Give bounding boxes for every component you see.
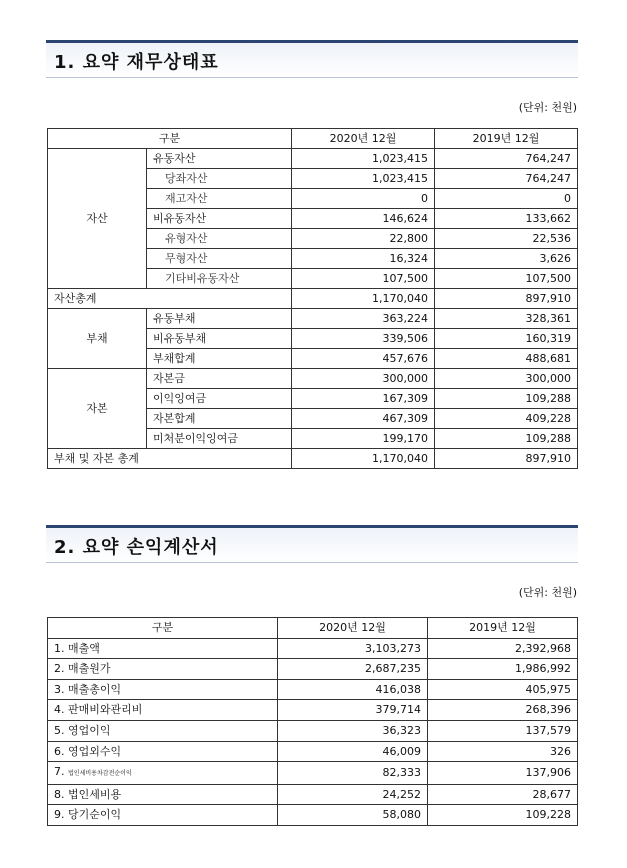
value-2020: 24,252 (278, 784, 428, 805)
value-2020: 22,800 (292, 229, 435, 249)
value-2020: 2,687,235 (278, 659, 428, 680)
row-label: 당좌자산 (147, 169, 292, 189)
row-label-composite (48, 762, 278, 785)
row-label: 무형자산 (147, 249, 292, 269)
value-2020: 1,170,040 (292, 449, 435, 469)
value-2020: 457,676 (292, 349, 435, 369)
table-row (48, 762, 578, 785)
row-label: 미처분이익잉여금 (147, 429, 292, 449)
value-2019: 1,986,992 (428, 659, 578, 680)
row-label: 법인세비용차감전순이익 (68, 770, 132, 778)
value-2020: 146,624 (292, 209, 435, 229)
table-row (48, 784, 578, 805)
row-label: 유동부채 (147, 309, 292, 329)
row-label: 5. 영업이익 (48, 720, 278, 741)
row-label: 6. 영업외수익 (48, 741, 278, 762)
value-2019: 137,579 (428, 720, 578, 741)
value-2020: 363,224 (292, 309, 435, 329)
section-title: 1. 요약 재무상태표 (54, 52, 219, 73)
section-header-balance-sheet (46, 40, 578, 78)
row-label: 자산총계 (48, 289, 292, 309)
table-row (48, 369, 578, 389)
section-header-income-statement (46, 525, 578, 563)
value-2020: 36,323 (278, 720, 428, 741)
value-2019: 0 (435, 189, 578, 209)
value-2020: 199,170 (292, 429, 435, 449)
row-label: 재고자산 (147, 189, 292, 209)
value-2019: 897,910 (435, 289, 578, 309)
header-2019: 2019년 12월 (428, 618, 578, 639)
balance-sheet-table (47, 128, 578, 469)
header-category: 구분 (48, 618, 278, 639)
value-2019: 3,626 (435, 249, 578, 269)
row-label: 자본합계 (147, 409, 292, 429)
value-2019: 133,662 (435, 209, 578, 229)
row-label: 부채 및 자본 총계 (48, 449, 292, 469)
row-label: 기타비유동자산 (147, 269, 292, 289)
value-2020: 82,333 (278, 762, 428, 785)
value-2020: 1,023,415 (292, 149, 435, 169)
value-2019: 160,319 (435, 329, 578, 349)
value-2020: 3,103,273 (278, 638, 428, 659)
value-2020: 1,170,040 (292, 289, 435, 309)
row-label: 1. 매출액 (48, 638, 278, 659)
row-label: 8. 법인세비용 (48, 784, 278, 805)
value-2020: 300,000 (292, 369, 435, 389)
row-label: 자본금 (147, 369, 292, 389)
table-row (48, 741, 578, 762)
group-assets: 자산 (48, 149, 147, 289)
value-2019: 109,228 (428, 805, 578, 826)
value-2019: 897,910 (435, 449, 578, 469)
row-label: 비유동부채 (147, 329, 292, 349)
group-liabilities: 부채 (48, 309, 147, 369)
value-2020: 107,500 (292, 269, 435, 289)
row-label: 9. 당기순이익 (48, 805, 278, 826)
value-2019: 300,000 (435, 369, 578, 389)
table-row (48, 805, 578, 826)
value-2020: 467,309 (292, 409, 435, 429)
value-2019: 268,396 (428, 700, 578, 721)
row-label: 비유동자산 (147, 209, 292, 229)
table-row (48, 679, 578, 700)
section-title: 2. 요약 손익계산서 (54, 537, 219, 558)
value-2019: 326 (428, 741, 578, 762)
group-equity: 자본 (48, 369, 147, 449)
value-2020: 16,324 (292, 249, 435, 269)
row-number: 7. (54, 765, 65, 779)
value-2020: 379,714 (278, 700, 428, 721)
income-statement-table (47, 617, 578, 826)
table-row (48, 700, 578, 721)
table-row (48, 638, 578, 659)
value-2019: 764,247 (435, 169, 578, 189)
row-label: 유동자산 (147, 149, 292, 169)
value-2019: 328,361 (435, 309, 578, 329)
table-row-total-liabilities-equity (48, 449, 578, 469)
row-label: 부채합계 (147, 349, 292, 369)
table-header-row (48, 618, 578, 639)
value-2020: 46,009 (278, 741, 428, 762)
table-row-total-assets (48, 289, 578, 309)
table-row (48, 309, 578, 329)
header-category: 구분 (48, 129, 292, 149)
value-2019: 107,500 (435, 269, 578, 289)
value-2019: 109,288 (435, 389, 578, 409)
header-2019: 2019년 12월 (435, 129, 578, 149)
row-label: 이익잉여금 (147, 389, 292, 409)
header-2020: 2020년 12월 (292, 129, 435, 149)
unit-label: (단위: 천원) (518, 586, 577, 599)
header-2020: 2020년 12월 (278, 618, 428, 639)
value-2019: 488,681 (435, 349, 578, 369)
value-2019: 22,536 (435, 229, 578, 249)
row-label: 유형자산 (147, 229, 292, 249)
value-2019: 137,906 (428, 762, 578, 785)
value-2019: 2,392,968 (428, 638, 578, 659)
value-2019: 28,677 (428, 784, 578, 805)
value-2019: 764,247 (435, 149, 578, 169)
table-header-row (48, 129, 578, 149)
value-2020: 167,309 (292, 389, 435, 409)
table-row (48, 149, 578, 169)
row-label: 2. 매출원가 (48, 659, 278, 680)
value-2019: 409,228 (435, 409, 578, 429)
table-row (48, 720, 578, 741)
value-2020: 0 (292, 189, 435, 209)
value-2020: 416,038 (278, 679, 428, 700)
row-label: 4. 판매비와관리비 (48, 700, 278, 721)
value-2019: 405,975 (428, 679, 578, 700)
value-2019: 109,288 (435, 429, 578, 449)
value-2020: 339,506 (292, 329, 435, 349)
row-label: 3. 매출총이익 (48, 679, 278, 700)
value-2020: 1,023,415 (292, 169, 435, 189)
table-row (48, 659, 578, 680)
unit-label: (단위: 천원) (518, 101, 577, 114)
value-2020: 58,080 (278, 805, 428, 826)
